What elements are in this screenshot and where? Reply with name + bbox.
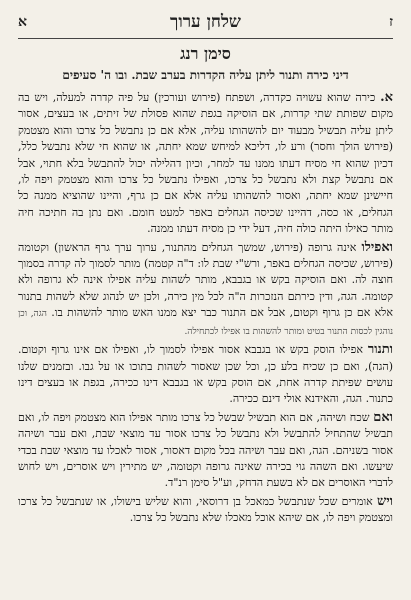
paragraph-lead: ויש [377, 493, 393, 509]
paragraph-lead: ואם [373, 409, 393, 425]
siman-heading: סימן רנג [180, 44, 231, 63]
siman-subheading: דיני כירה ותנור ליתן עליה הקדרות בערב שבת. ובו ה' סעיפים [62, 68, 349, 82]
paragraph-lead: ואפילו [361, 239, 393, 255]
paragraph-text: אפילו הוסק בקש או בגבבא אסור אפילו לסמוך לו, ואפילו אם אינו גרוף וקטום. (הגה), ואם כן שכיח בלע כן, וכל שכן שאסור לשהות בתוכו או על גבו. ובזמנים שלנו עושים שפיתת קדרה אחת, אם הוסק בקש או בגבבא דינו ככירה, בגפת או בעצים דינו כתנור. הגה, והאידנא אולי דינם ככירה. [18, 343, 393, 406]
paragraph [18, 240, 393, 340]
running-title: שלחן ערוך [170, 12, 241, 32]
paragraph-text: אומרים שכל שנתבשל כמאכל בן דרוסאי, והוא שליש בישולו, או שנתבשל כל צרכו ומצטמק ויפה לו, אם שיהא אוכל מאכלו שלא נתבשל כל צרכו. [18, 494, 393, 525]
page-number: ז [389, 14, 393, 30]
gloss-note: הגה, וכן נוהגין לכסות התנור בטיט ומותר להשהות בו אפילו לכתחילה. [18, 309, 393, 337]
page-header [18, 12, 393, 34]
page-body [18, 90, 393, 592]
paragraph [18, 410, 393, 492]
paragraph [18, 494, 393, 527]
paragraph-text: כירה שהוא עשויה כקדרה, ושפתח (פירוש ועורכין) על פיה קדרה למעלה, ויש בה מקום שפותת שתי קדרות, אם הוסיקה בגפת שהוא פסולת של זיתים, או בעצים, אסור ליתן עליה תבשיל מבעוד יום להשהותו עליה, אלא אם כן נתבשל כל צרכו והוא מצטמק (פירוש הולך וחסר) ורע לו, דליכא למיחש שמא יחתה, או שהוא חי שלא נתבשל כלל, דכיון שהוא חי מסיח דעתו ממנו עד למחר, וכיון דהלילה יכול להתבשל בלא חתוי, אבל אם נתבשל קצת ולא נתבשל כל צרכו, ואפילו נתבשל כל צרכו והוא מצטמק ויפה לו, חיישינן שמא יחתה, ואסור להשהותו עליה אלא אם כן גרף, והיינו שהוציא ממנה כל הגחלים, או כסה, דהיינו שכיסה הגחלים באפר למעט חומם. ואם נתן בה חתיכה חיה מותר כאילו היתה כולה חיה, דעל ידי כן מסיח דעתו ממנה. [18, 91, 393, 236]
header-divider [18, 38, 393, 39]
paragraph [18, 90, 393, 238]
paragraph-lead: ותנור [367, 342, 393, 358]
paragraph-text: אינה גרופה (פירוש, שמשך הגחלים מהתנור, ערוך ערך גרף הראשון) וקטומה (פירוש, שכיסה הגחלים באפר, ורש"י שבת לו: ד"ה קטמה) מותר לסמוך לה קדרה בסמוך חוצה לה. ואם הוסיקה בקש או בגבבא, מותר לשהות עליה אפילו אינה לא גרופה ולא קטומה. הגה, ודין כירתם הנזכרות ה"ה לכל מין כירה, ולכן יש לנהוג שלא לשהות בתנור אלא אם כן גרוף וקטום, אבל אם התנור כבר יצא ממנו האש מותר להשהות בו. [18, 240, 393, 320]
paragraph-lead: א. [380, 90, 393, 105]
paragraph [18, 342, 393, 408]
section-letter: א [18, 14, 27, 30]
paragraph-text: שכח ושיהה, אם הוא תבשיל שבשל כל צרכו מותר אפילו הוא מצטמק ויפה לו, ואם תבשיל שהתחיל להתבשל ולא נתבשל כל צרכו אסור עד מוצאי שבת, ואם עבר ושיהה אסור בשניהם. הגה, ואם עבר ושיהה בכל מקום דאסור, אסור לאכלו עד מוצאי שבת בכדי שיעשו. ואם השהה גוי בכירה שאינה גרופה וקטומה, יש מתירין ויש אוסרים, ויש לחוש לדברי האוסרים אם לא בשעת הדחק, וע"ל סימן רנ"ד. [18, 410, 393, 490]
